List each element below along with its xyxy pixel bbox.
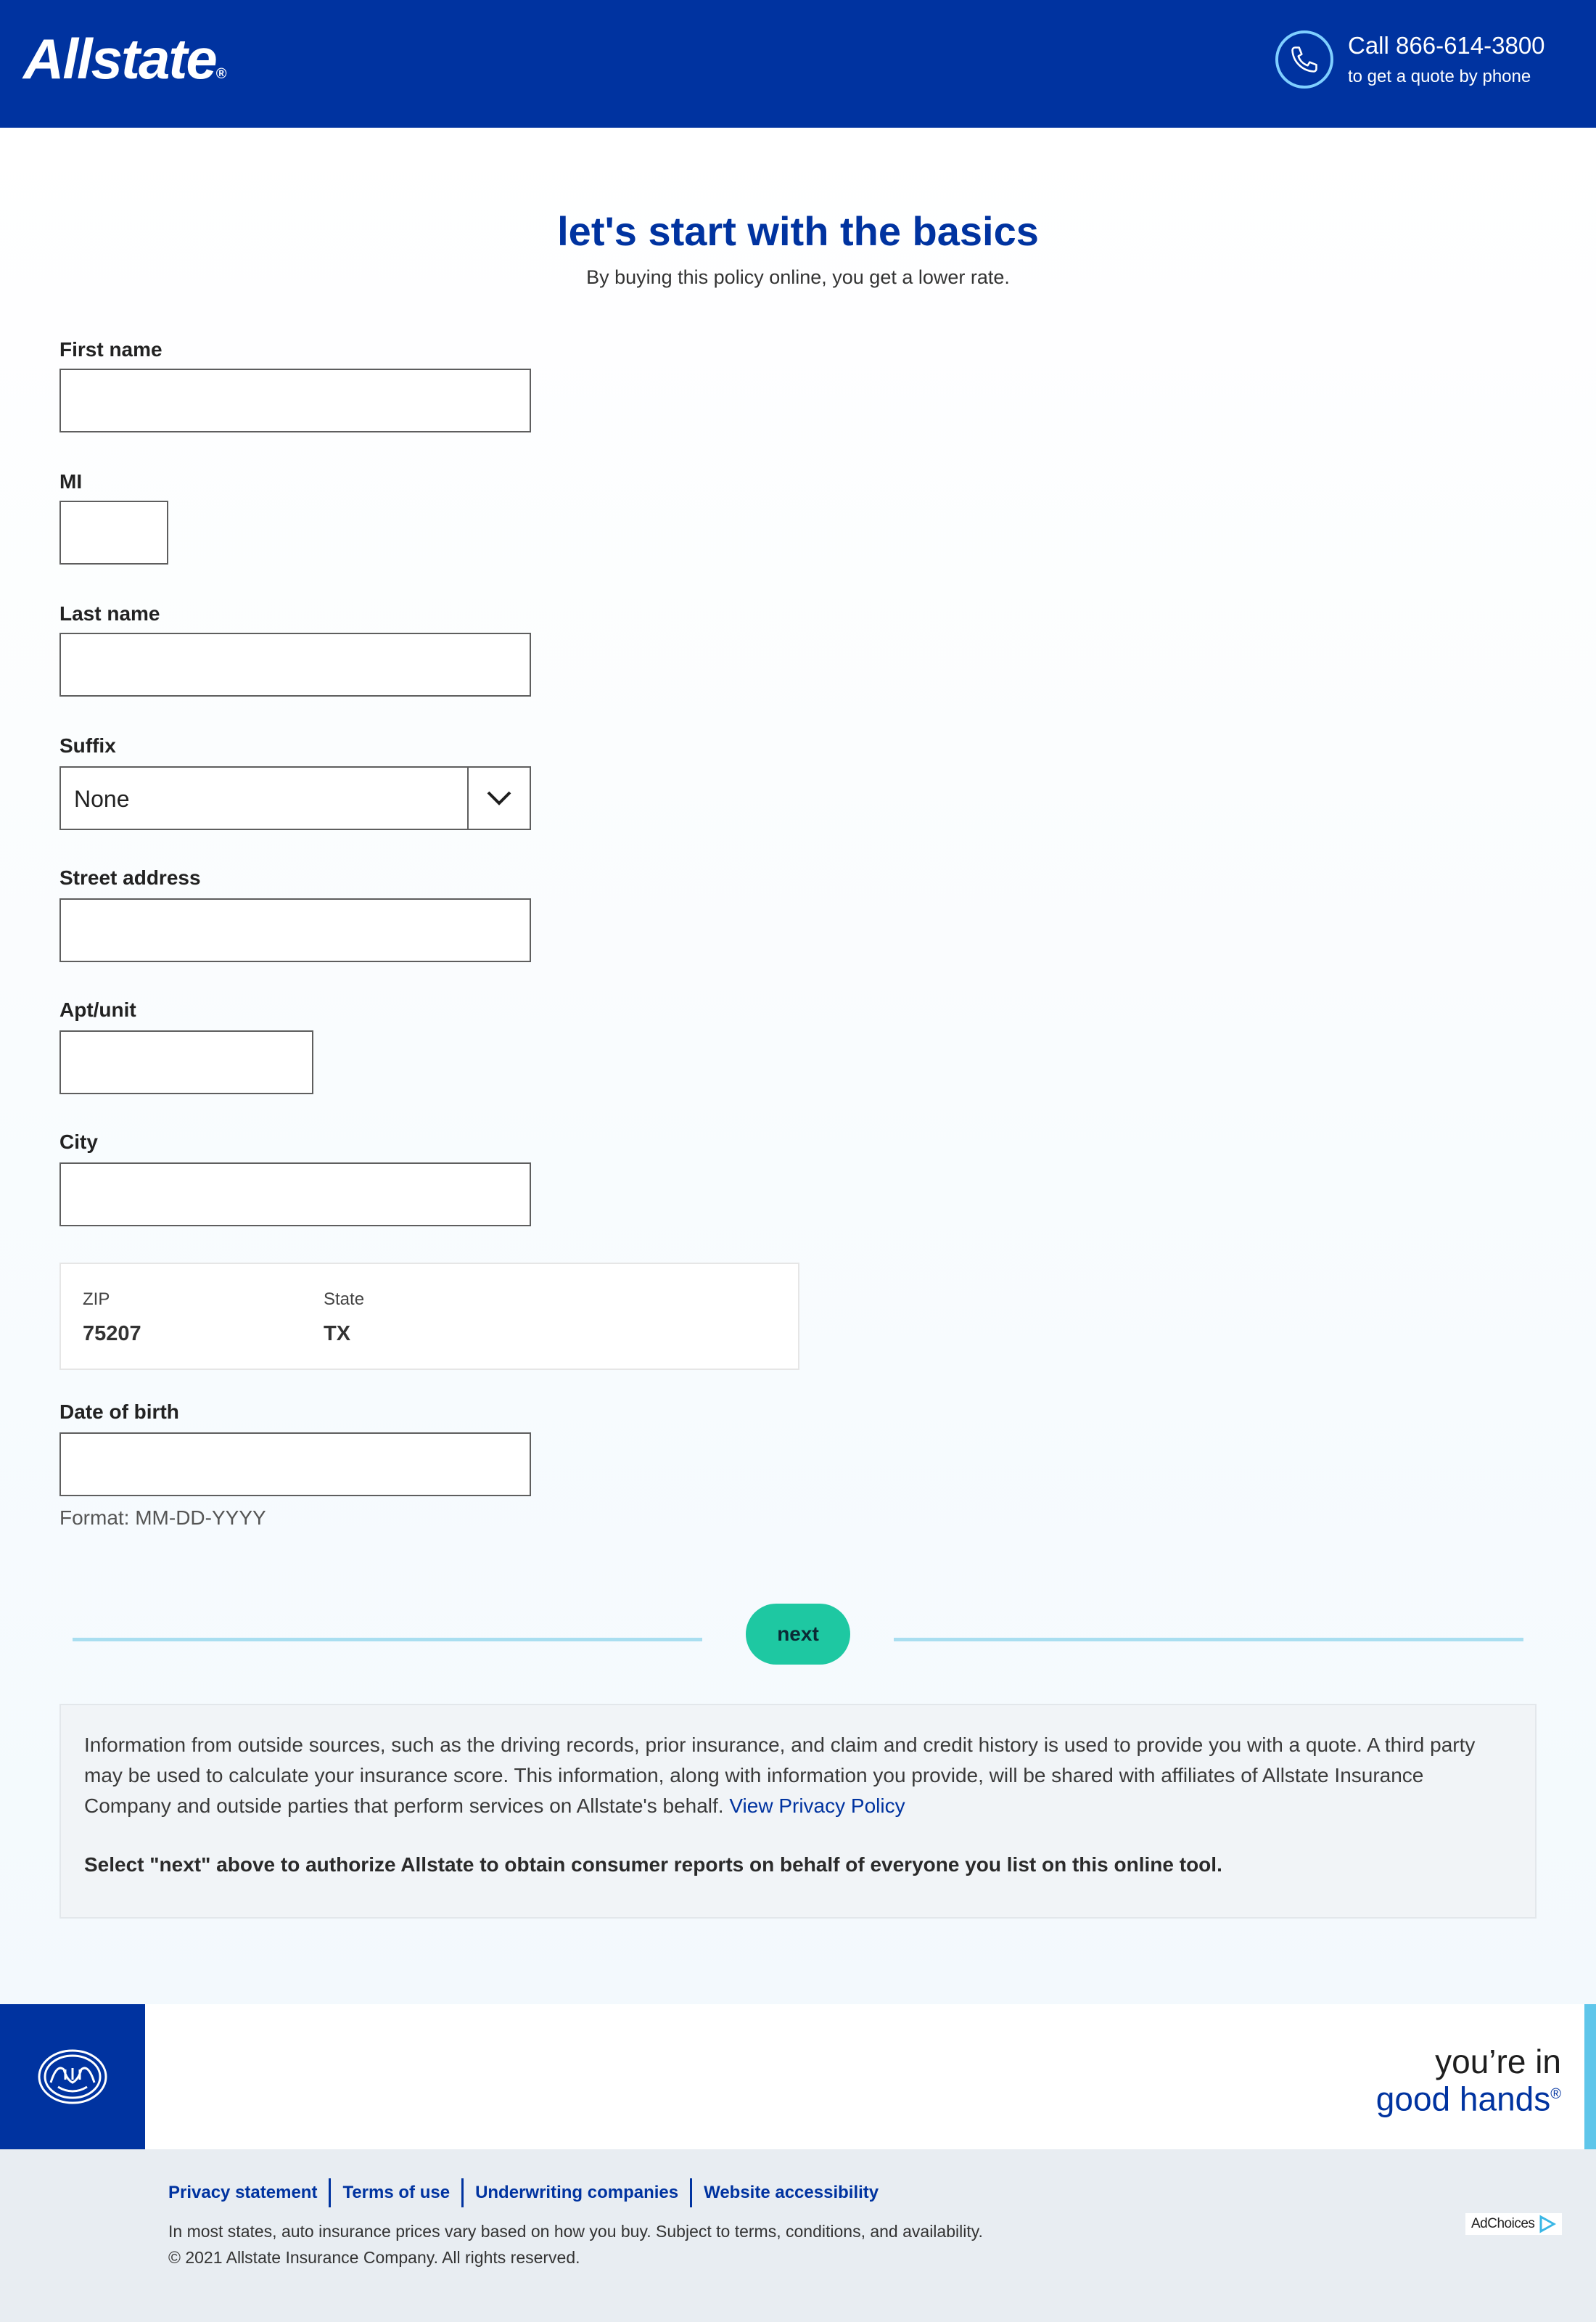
zip-label: ZIP [83, 1289, 110, 1309]
date-of-birth-input[interactable] [59, 1432, 531, 1496]
tagline-line-1: you’re in [1435, 2043, 1561, 2080]
first-name-input[interactable] [59, 369, 531, 432]
next-button[interactable]: next [746, 1604, 850, 1665]
last-name-input[interactable] [59, 633, 531, 697]
tagline-line-2: good hands® [1375, 2080, 1561, 2118]
last-name-label: Last name [59, 602, 160, 625]
brand-accent-bar [1584, 2004, 1596, 2149]
footer-link-underwriting[interactable]: Underwriting companies [475, 2183, 679, 2202]
authorization-notice: Select "next" above to authorize Allstate to obtain consumer reports on behalf of everyone you list on this online tool. [84, 1853, 1222, 1876]
date-format-hint: Format: MM-DD-YYYY [59, 1506, 266, 1529]
apt-unit-label: Apt/unit [59, 998, 136, 1021]
page-title: let's start with the basics [557, 208, 1039, 254]
divider-left [73, 1638, 702, 1641]
privacy-policy-link[interactable]: View Privacy Policy [729, 1794, 905, 1817]
site-footer [0, 2149, 1596, 2322]
mi-input[interactable] [59, 501, 168, 565]
good-hands-logo-icon [0, 2004, 145, 2149]
allstate-logo[interactable]: Allstate® [23, 27, 227, 91]
city-input[interactable] [59, 1162, 531, 1226]
chevron-down-icon[interactable] [467, 768, 530, 829]
zip-state-summary [59, 1263, 799, 1370]
city-label: City [59, 1131, 98, 1153]
suffix-selected-value: None [74, 786, 130, 812]
adchoices-icon [1537, 2215, 1556, 2233]
consumer-report-disclaimer [59, 1704, 1537, 1919]
divider-right [894, 1638, 1523, 1641]
mi-label: MI [59, 470, 83, 493]
first-name-label: First name [59, 338, 163, 361]
footer-link-privacy[interactable]: Privacy statement [168, 2183, 318, 2202]
state-label: State [324, 1289, 365, 1309]
apt-unit-input[interactable] [59, 1030, 313, 1094]
call-number[interactable]: Call 866-614-3800 [1348, 32, 1545, 59]
adchoices-link[interactable] [1465, 2213, 1562, 2235]
footer-links [168, 2178, 879, 2207]
footer-copyright: © 2021 Allstate Insurance Company. All rights reserved. [168, 2248, 580, 2267]
adchoices-label: AdChoices [1471, 2216, 1535, 2231]
footer-pricing-note: In most states, auto insurance prices vary based on how you buy. Subject to terms, conditions, and availability. [168, 2222, 983, 2241]
page-subtitle: By buying this policy online, you get a lower rate. [586, 266, 1010, 288]
link-separator [690, 2178, 692, 2207]
footer-link-terms[interactable]: Terms of use [342, 2183, 451, 2202]
disclaimer-text: Information from outside sources, such as the driving records, prior insurance, and claim and credit history is used to provide you with a quote. A third party may be used to calculate your insurance score. This information, along with information you provide, will be shared with affiliates of Allstate Insurance Company and outside parties that perform services on Allstate's behalf. View Privacy Policy [84, 1734, 1476, 1817]
brand-band [0, 2004, 1596, 2149]
site-header [0, 0, 1596, 128]
suffix-select[interactable] [59, 766, 531, 830]
date-of-birth-label: Date of birth [59, 1400, 179, 1423]
phone-icon[interactable] [1275, 30, 1333, 89]
link-separator [329, 2178, 331, 2207]
suffix-label: Suffix [59, 734, 116, 757]
street-address-label: Street address [59, 866, 201, 889]
link-separator [461, 2178, 464, 2207]
call-subtext: to get a quote by phone [1348, 67, 1531, 86]
footer-link-accessibility[interactable]: Website accessibility [704, 2183, 879, 2202]
street-address-input[interactable] [59, 898, 531, 962]
state-value: TX [324, 1322, 351, 1345]
zip-value: 75207 [83, 1322, 141, 1345]
